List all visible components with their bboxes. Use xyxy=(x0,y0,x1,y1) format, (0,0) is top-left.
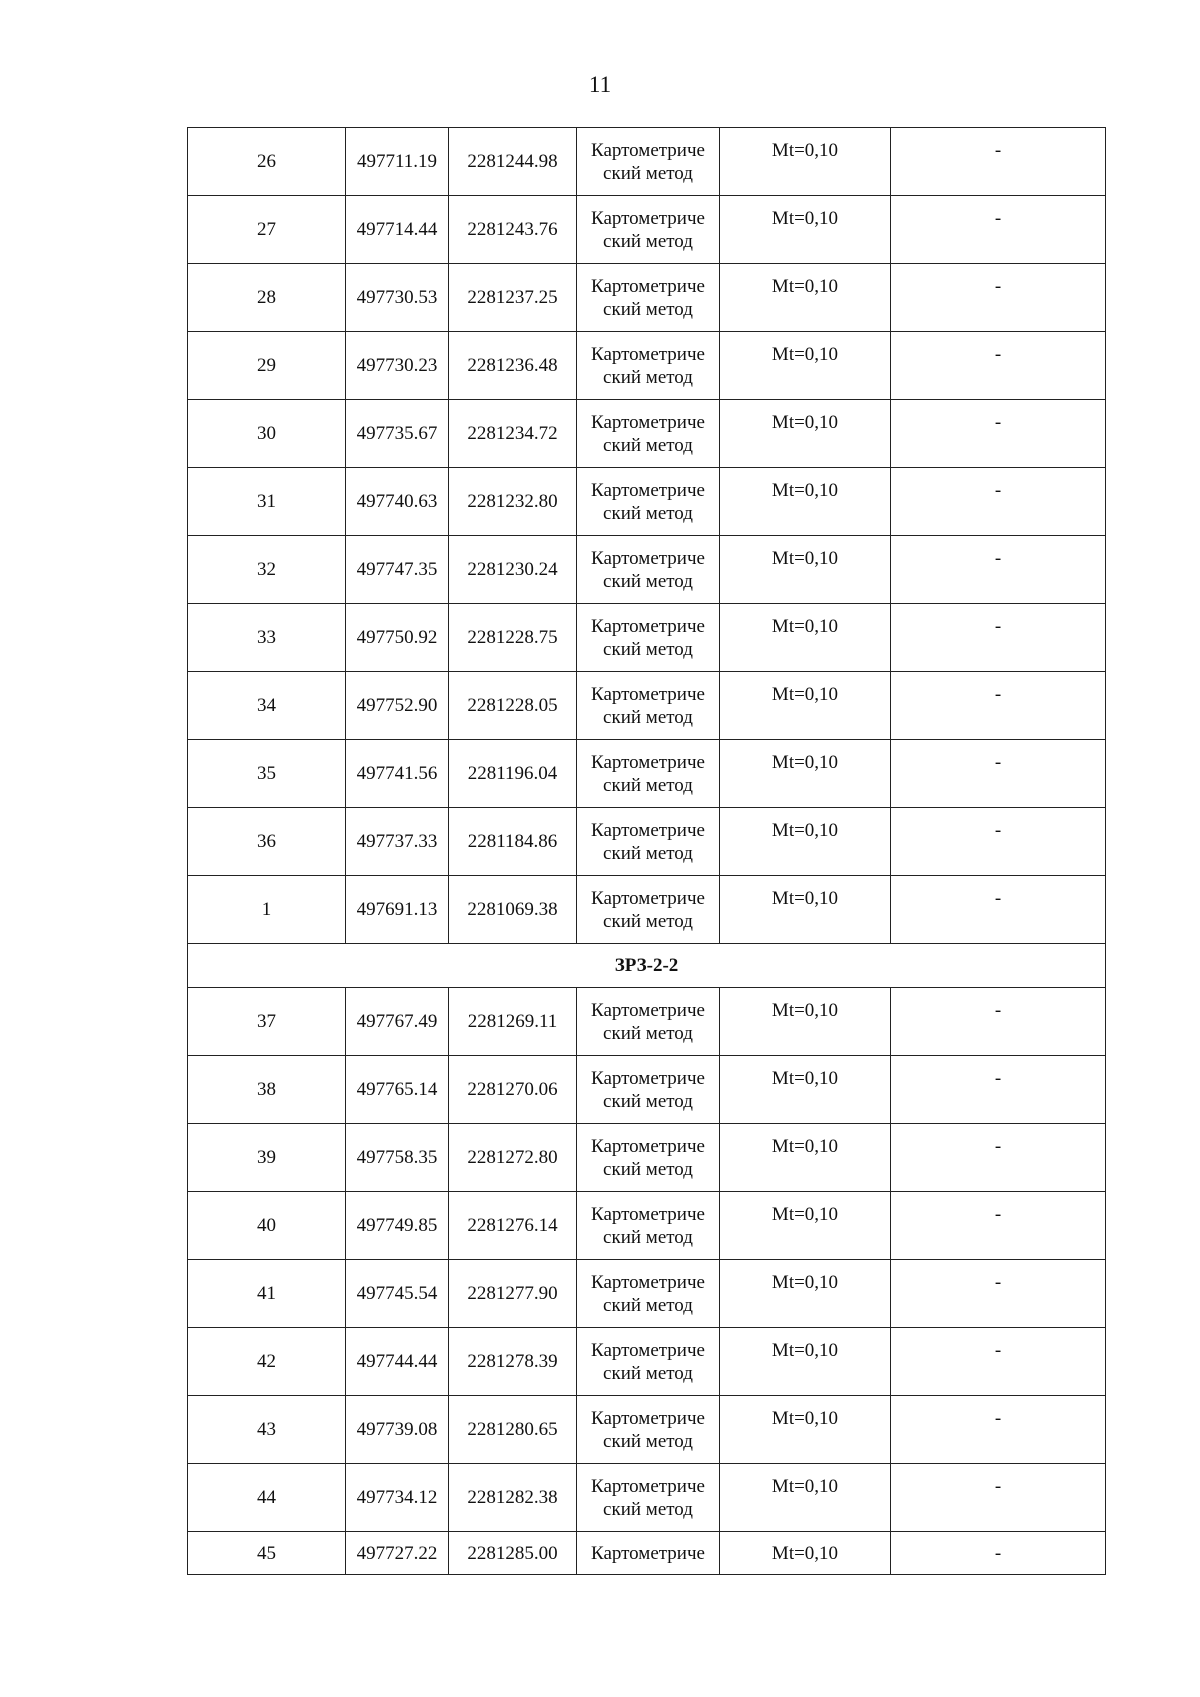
table-row xyxy=(188,264,1106,332)
note-cell-text: - xyxy=(994,616,1002,637)
note-cell-text: - xyxy=(994,888,1002,909)
method-text: Картометриче xyxy=(591,1203,705,1225)
method-text: ский метод xyxy=(603,1294,693,1316)
note-cell xyxy=(891,988,1106,1056)
x-coordinate-cell: 497691.13 xyxy=(346,876,449,944)
x-coordinate-cell: 497765.14 xyxy=(346,1056,449,1124)
point-number-cell: 33 xyxy=(188,604,346,672)
note-cell xyxy=(891,536,1106,604)
method-text: Картометриче xyxy=(591,999,705,1021)
table-row xyxy=(188,740,1106,808)
y-coordinate-cell: 2281272.80 xyxy=(449,1124,577,1192)
note-cell-text: - xyxy=(994,344,1002,365)
note-cell xyxy=(891,400,1106,468)
note-cell-text: - xyxy=(994,1408,1002,1429)
point-number-cell: 41 xyxy=(188,1260,346,1328)
x-coordinate-cell: 497730.53 xyxy=(346,264,449,332)
y-coordinate-cell: 2281236.48 xyxy=(449,332,577,400)
x-coordinate-cell: 497730.23 xyxy=(346,332,449,400)
method-cell xyxy=(577,740,720,808)
table-row xyxy=(188,1056,1106,1124)
x-coordinate-cell: 497741.56 xyxy=(346,740,449,808)
table-row xyxy=(188,400,1106,468)
y-coordinate-cell: 2281228.05 xyxy=(449,672,577,740)
note-cell xyxy=(891,1532,1106,1575)
table-row xyxy=(188,128,1106,196)
point-number-cell: 29 xyxy=(188,332,346,400)
note-cell xyxy=(891,1328,1106,1396)
accuracy-cell-text: Mt=0,10 xyxy=(771,412,839,433)
note-cell-text: - xyxy=(994,1204,1002,1225)
note-cell-text: - xyxy=(994,1136,1002,1157)
x-coordinate-cell: 497752.90 xyxy=(346,672,449,740)
point-number-cell: 39 xyxy=(188,1124,346,1192)
accuracy-cell xyxy=(720,988,891,1056)
accuracy-cell-text: Mt=0,10 xyxy=(771,1542,839,1564)
x-coordinate-cell: 497727.22 xyxy=(346,1532,449,1575)
note-cell-text: - xyxy=(994,276,1002,297)
accuracy-cell xyxy=(720,1532,891,1575)
y-coordinate-cell: 2281234.72 xyxy=(449,400,577,468)
accuracy-cell xyxy=(720,1396,891,1464)
table-row xyxy=(188,876,1106,944)
accuracy-cell-text: Mt=0,10 xyxy=(771,548,839,569)
note-cell xyxy=(891,1192,1106,1260)
note-cell xyxy=(891,876,1106,944)
method-text: ский метод xyxy=(603,230,693,252)
note-cell-text: - xyxy=(994,1272,1002,1293)
method-text: Картометриче xyxy=(591,411,705,433)
accuracy-cell xyxy=(720,1056,891,1124)
note-cell xyxy=(891,672,1106,740)
accuracy-cell-text: Mt=0,10 xyxy=(771,1476,839,1497)
method-cell xyxy=(577,808,720,876)
method-text: ский метод xyxy=(603,638,693,660)
accuracy-cell xyxy=(720,1328,891,1396)
note-cell-text: - xyxy=(994,752,1002,773)
page-number: 11 xyxy=(588,72,612,97)
y-coordinate-cell: 2281243.76 xyxy=(449,196,577,264)
note-cell xyxy=(891,264,1106,332)
x-coordinate-cell: 497767.49 xyxy=(346,988,449,1056)
note-cell-text: - xyxy=(994,684,1002,705)
table-body-after-section xyxy=(188,988,1106,1575)
table-row xyxy=(188,1328,1106,1396)
x-coordinate-cell: 497739.08 xyxy=(346,1396,449,1464)
accuracy-cell-text: Mt=0,10 xyxy=(771,208,839,229)
point-number-cell: 45 xyxy=(188,1532,346,1575)
method-cell xyxy=(577,604,720,672)
y-coordinate-cell: 2281230.24 xyxy=(449,536,577,604)
accuracy-cell xyxy=(720,468,891,536)
accuracy-cell-text: Mt=0,10 xyxy=(771,1136,839,1157)
note-cell-text: - xyxy=(994,412,1002,433)
note-cell-text: - xyxy=(994,480,1002,501)
method-text: ский метод xyxy=(603,162,693,184)
method-text: ский метод xyxy=(603,366,693,388)
method-cell xyxy=(577,468,720,536)
y-coordinate-cell: 2281196.04 xyxy=(449,740,577,808)
accuracy-cell-text: Mt=0,10 xyxy=(771,140,839,161)
point-number-cell: 28 xyxy=(188,264,346,332)
x-coordinate-cell: 497737.33 xyxy=(346,808,449,876)
x-coordinate-cell: 497758.35 xyxy=(346,1124,449,1192)
method-cell xyxy=(577,332,720,400)
accuracy-cell xyxy=(720,604,891,672)
method-cell xyxy=(577,988,720,1056)
note-cell xyxy=(891,740,1106,808)
accuracy-cell xyxy=(720,128,891,196)
method-text: Картометриче xyxy=(591,615,705,637)
method-cell xyxy=(577,1124,720,1192)
method-cell xyxy=(577,400,720,468)
table-row xyxy=(188,536,1106,604)
x-coordinate-cell: 497745.54 xyxy=(346,1260,449,1328)
method-text: Картометриче xyxy=(591,207,705,229)
accuracy-cell-text: Mt=0,10 xyxy=(771,1204,839,1225)
method-text: Картометриче xyxy=(591,751,705,773)
method-text: Картометриче xyxy=(591,1542,705,1564)
method-text: Картометриче xyxy=(591,819,705,841)
method-text: ский метод xyxy=(603,842,693,864)
table-row xyxy=(188,1532,1106,1575)
method-cell xyxy=(577,876,720,944)
note-cell xyxy=(891,332,1106,400)
method-text: ский метод xyxy=(603,1090,693,1112)
table-row xyxy=(188,988,1106,1056)
accuracy-cell xyxy=(720,400,891,468)
point-number-cell: 44 xyxy=(188,1464,346,1532)
accuracy-cell xyxy=(720,332,891,400)
y-coordinate-cell: 2281232.80 xyxy=(449,468,577,536)
y-coordinate-cell: 2281282.38 xyxy=(449,1464,577,1532)
method-text: Картометриче xyxy=(591,1407,705,1429)
method-text: ский метод xyxy=(603,1158,693,1180)
accuracy-cell xyxy=(720,740,891,808)
y-coordinate-cell: 2281285.00 xyxy=(449,1532,577,1575)
accuracy-cell-text: Mt=0,10 xyxy=(771,888,839,909)
accuracy-cell xyxy=(720,536,891,604)
accuracy-cell xyxy=(720,876,891,944)
point-number-cell: 37 xyxy=(188,988,346,1056)
x-coordinate-cell: 497749.85 xyxy=(346,1192,449,1260)
accuracy-cell xyxy=(720,808,891,876)
note-cell xyxy=(891,1056,1106,1124)
y-coordinate-cell: 2281280.65 xyxy=(449,1396,577,1464)
note-cell xyxy=(891,196,1106,264)
point-number-cell: 31 xyxy=(188,468,346,536)
method-text: Картометриче xyxy=(591,1271,705,1293)
x-coordinate-cell: 497744.44 xyxy=(346,1328,449,1396)
y-coordinate-cell: 2281244.98 xyxy=(449,128,577,196)
section-header-row xyxy=(188,944,1106,988)
accuracy-cell-text: Mt=0,10 xyxy=(771,616,839,637)
table-row xyxy=(188,604,1106,672)
accuracy-cell xyxy=(720,1124,891,1192)
method-text: Картометриче xyxy=(591,1135,705,1157)
method-text: ский метод xyxy=(603,1226,693,1248)
y-coordinate-cell: 2281184.86 xyxy=(449,808,577,876)
point-number-cell: 32 xyxy=(188,536,346,604)
point-number-cell: 30 xyxy=(188,400,346,468)
x-coordinate-cell: 497740.63 xyxy=(346,468,449,536)
note-cell-text: - xyxy=(994,548,1002,569)
accuracy-cell-text: Mt=0,10 xyxy=(771,820,839,841)
method-cell xyxy=(577,128,720,196)
x-coordinate-cell: 497735.67 xyxy=(346,400,449,468)
y-coordinate-cell: 2281269.11 xyxy=(449,988,577,1056)
y-coordinate-cell: 2281278.39 xyxy=(449,1328,577,1396)
method-cell xyxy=(577,1532,720,1575)
accuracy-cell-text: Mt=0,10 xyxy=(771,480,839,501)
method-cell xyxy=(577,1192,720,1260)
point-number-cell: 38 xyxy=(188,1056,346,1124)
method-text: ский метод xyxy=(603,1022,693,1044)
method-text: ский метод xyxy=(603,298,693,320)
point-number-cell: 36 xyxy=(188,808,346,876)
method-text: Картометриче xyxy=(591,1339,705,1361)
note-cell xyxy=(891,604,1106,672)
method-text: Картометриче xyxy=(591,1475,705,1497)
method-cell xyxy=(577,1464,720,1532)
accuracy-cell-text: Mt=0,10 xyxy=(771,1272,839,1293)
section-title: ЗРЗ-2-2 xyxy=(188,944,1106,988)
method-text: ский метод xyxy=(603,1430,693,1452)
note-cell-text: - xyxy=(994,1000,1002,1021)
table-row xyxy=(188,808,1106,876)
note-cell-text: - xyxy=(994,1068,1002,1089)
accuracy-cell-text: Mt=0,10 xyxy=(771,1000,839,1021)
note-cell-text: - xyxy=(994,1542,1002,1564)
accuracy-cell xyxy=(720,1260,891,1328)
method-text: Картометриче xyxy=(591,275,705,297)
table-row xyxy=(188,196,1106,264)
point-number-cell: 34 xyxy=(188,672,346,740)
x-coordinate-cell: 497711.19 xyxy=(346,128,449,196)
table-row xyxy=(188,1396,1106,1464)
method-text: ский метод xyxy=(603,1362,693,1384)
note-cell-text: - xyxy=(994,208,1002,229)
note-cell xyxy=(891,1260,1106,1328)
y-coordinate-cell: 2281270.06 xyxy=(449,1056,577,1124)
table-row xyxy=(188,1192,1106,1260)
method-text: ский метод xyxy=(603,1498,693,1520)
point-number-cell: 26 xyxy=(188,128,346,196)
note-cell xyxy=(891,468,1106,536)
method-text: ский метод xyxy=(603,774,693,796)
method-cell xyxy=(577,1396,720,1464)
accuracy-cell-text: Mt=0,10 xyxy=(771,1340,839,1361)
y-coordinate-cell: 2281069.38 xyxy=(449,876,577,944)
method-text: ский метод xyxy=(603,706,693,728)
note-cell xyxy=(891,128,1106,196)
table-row xyxy=(188,1260,1106,1328)
x-coordinate-cell: 497747.35 xyxy=(346,536,449,604)
accuracy-cell-text: Mt=0,10 xyxy=(771,684,839,705)
method-text: Картометриче xyxy=(591,479,705,501)
method-text: Картометриче xyxy=(591,547,705,569)
note-cell xyxy=(891,1464,1106,1532)
accuracy-cell xyxy=(720,264,891,332)
note-cell-text: - xyxy=(994,1340,1002,1361)
table-row xyxy=(188,1124,1106,1192)
accuracy-cell-text: Mt=0,10 xyxy=(771,1068,839,1089)
accuracy-cell xyxy=(720,672,891,740)
method-text: Картометриче xyxy=(591,887,705,909)
x-coordinate-cell: 497750.92 xyxy=(346,604,449,672)
method-cell xyxy=(577,1056,720,1124)
table-row xyxy=(188,672,1106,740)
x-coordinate-cell: 497734.12 xyxy=(346,1464,449,1532)
method-text: ский метод xyxy=(603,434,693,456)
point-number-cell: 43 xyxy=(188,1396,346,1464)
accuracy-cell-text: Mt=0,10 xyxy=(771,344,839,365)
note-cell xyxy=(891,1396,1106,1464)
method-text: ский метод xyxy=(603,910,693,932)
method-cell xyxy=(577,1260,720,1328)
method-text: Картометриче xyxy=(591,1067,705,1089)
table-row xyxy=(188,332,1106,400)
note-cell-text: - xyxy=(994,1476,1002,1497)
method-cell xyxy=(577,536,720,604)
table-body-before-section xyxy=(188,128,1106,944)
method-text: ский метод xyxy=(603,502,693,524)
method-text: Картометриче xyxy=(591,343,705,365)
point-number-cell: 1 xyxy=(188,876,346,944)
y-coordinate-cell: 2281228.75 xyxy=(449,604,577,672)
y-coordinate-cell: 2281237.25 xyxy=(449,264,577,332)
accuracy-cell xyxy=(720,196,891,264)
method-text: Картометриче xyxy=(591,683,705,705)
accuracy-cell-text: Mt=0,10 xyxy=(771,752,839,773)
table-section xyxy=(188,944,1106,988)
method-cell xyxy=(577,672,720,740)
y-coordinate-cell: 2281277.90 xyxy=(449,1260,577,1328)
method-cell xyxy=(577,1328,720,1396)
point-number-cell: 35 xyxy=(188,740,346,808)
method-text: ский метод xyxy=(603,570,693,592)
point-number-cell: 27 xyxy=(188,196,346,264)
point-number-cell: 42 xyxy=(188,1328,346,1396)
table-row xyxy=(188,1464,1106,1532)
accuracy-cell-text: Mt=0,10 xyxy=(771,276,839,297)
accuracy-cell-text: Mt=0,10 xyxy=(771,1408,839,1429)
table-row xyxy=(188,468,1106,536)
note-cell xyxy=(891,1124,1106,1192)
accuracy-cell xyxy=(720,1192,891,1260)
method-text: Картометриче xyxy=(591,139,705,161)
accuracy-cell xyxy=(720,1464,891,1532)
note-cell xyxy=(891,808,1106,876)
method-cell xyxy=(577,196,720,264)
point-number-cell: 40 xyxy=(188,1192,346,1260)
y-coordinate-cell: 2281276.14 xyxy=(449,1192,577,1260)
note-cell-text: - xyxy=(994,820,1002,841)
coordinates-table xyxy=(187,127,1106,1575)
method-cell xyxy=(577,264,720,332)
x-coordinate-cell: 497714.44 xyxy=(346,196,449,264)
note-cell-text: - xyxy=(994,140,1002,161)
